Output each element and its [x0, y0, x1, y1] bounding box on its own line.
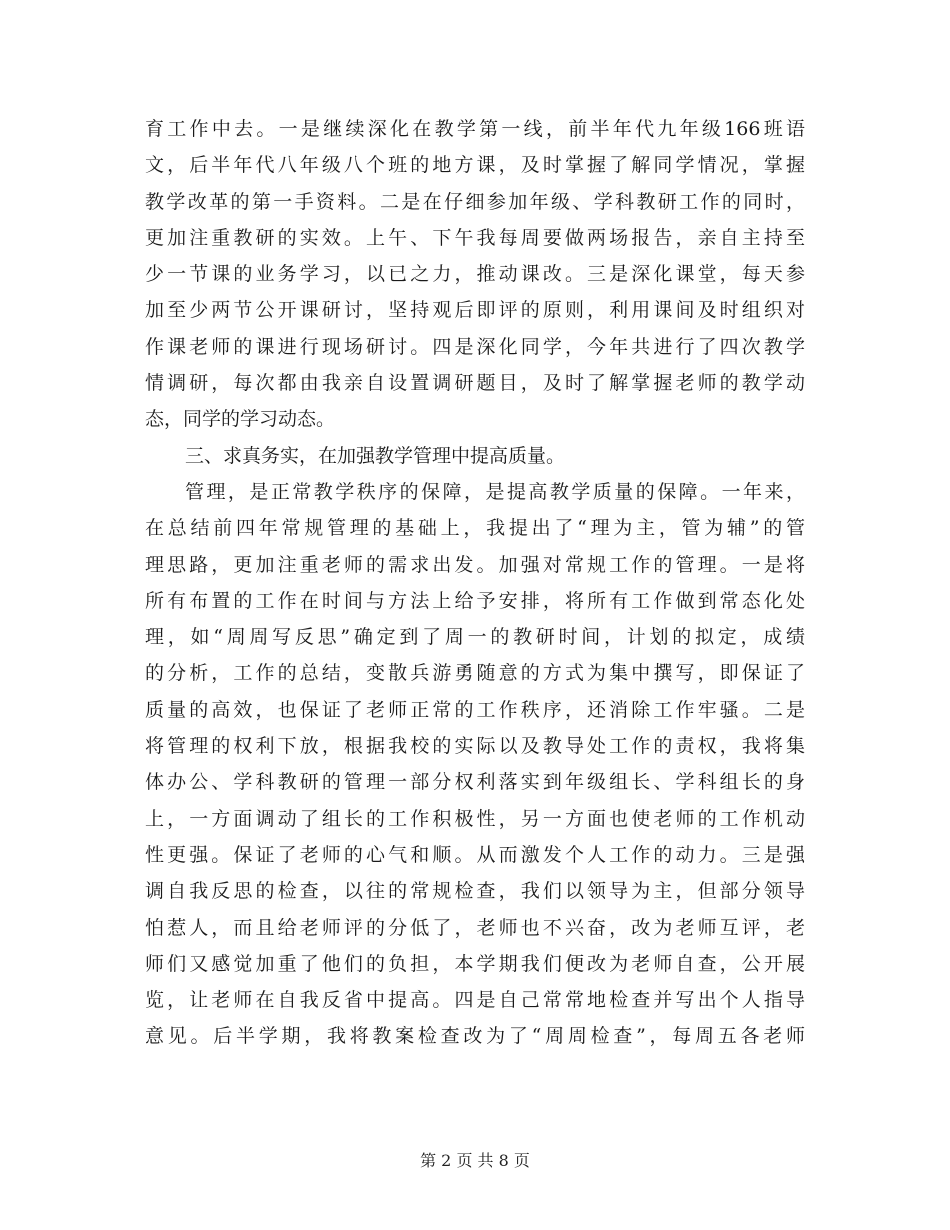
text-line: 所有布置的工作在时间与方法上给予安排，将所有工作做到常态化处	[145, 589, 805, 612]
page-number-footer: 第 2 页 共 8 页	[420, 1151, 530, 1170]
text-line: 质量的高效，也保证了老师正常的工作秩序，还消除工作牢骚。二是	[145, 698, 805, 721]
paragraph-first-line: 管理，是正常教学秩序的保障，是提高教学质量的保障。一年来，	[185, 480, 805, 503]
text-line: 作课老师的课进行现场研讨。四是深化同学，今年共进行了四次教学	[145, 335, 805, 358]
text-line: 将管理的权利下放，根据我校的实际以及教导处工作的责权，我将集	[145, 735, 805, 758]
text-line: 意见。后半学期，我将教案检查改为了“周周检查”，每周五各老师	[145, 1025, 805, 1048]
text-line: 理，如“周周写反思”确定到了周一的教研时间，计划的拟定，成绩	[145, 626, 805, 649]
text-line: 览，让老师在自我反省中提高。四是自己常常地检查并写出个人指导	[145, 989, 805, 1012]
text-line: 调自我反思的检查，以往的常规检查，我们以领导为主，但部分领导	[145, 880, 805, 903]
text-line: 上，一方面调动了组长的工作积极性，另一方面也使老师的工作机动	[145, 807, 805, 830]
text-line: 育工作中去。一是继续深化在教学第一线，前半年代九年级166班语	[145, 118, 805, 140]
text-line: 在总结前四年常规管理的基础上，我提出了“理为主，管为辅”的管	[145, 517, 805, 540]
text-line: 少一节课的业务学习，以已之力，推动课改。三是深化课堂，每天参	[145, 263, 805, 286]
text-line: 体办公、学科教研的管理一部分权利落实到年级组长、学科组长的身	[145, 771, 805, 794]
text-line: 情调研，每次都由我亲自设置调研题目，及时了解掌握老师的教学动	[145, 372, 805, 395]
section-heading: 三、求真务实，在加强教学管理中提高质量。	[185, 444, 566, 467]
text-line: 师们又感觉加重了他们的负担，本学期我们便改为老师自查，公开展	[145, 952, 805, 975]
text-line: 的分析，工作的总结，变散兵游勇随意的方式为集中撰写，即保证了	[145, 662, 805, 685]
text-line: 教学改革的第一手资料。二是在仔细参加年级、学科教研工作的同时，	[145, 190, 805, 213]
text-line: 文，后半年代八年级八个班的地方课，及时掌握了解同学情况，掌握	[145, 154, 805, 177]
text-line: 怕惹人，而且给老师评的分低了，老师也不兴奋，改为老师互评，老	[145, 916, 805, 939]
text-line: 理思路，更加注重老师的需求出发。加强对常规工作的管理。一是将	[145, 553, 805, 576]
text-line: 态，同学的学习动态。	[145, 408, 336, 431]
text-line: 性更强。保证了老师的心气和顺。从而激发个人工作的动力。三是强	[145, 843, 805, 866]
text-line: 更加注重教研的实效。上午、下午我每周要做两场报告，亲自主持至	[145, 226, 805, 249]
document-body	[145, 111, 805, 1055]
text-line: 加至少两节公开课研讨，坚持观后即评的原则，利用课间及时组织对	[145, 299, 805, 322]
